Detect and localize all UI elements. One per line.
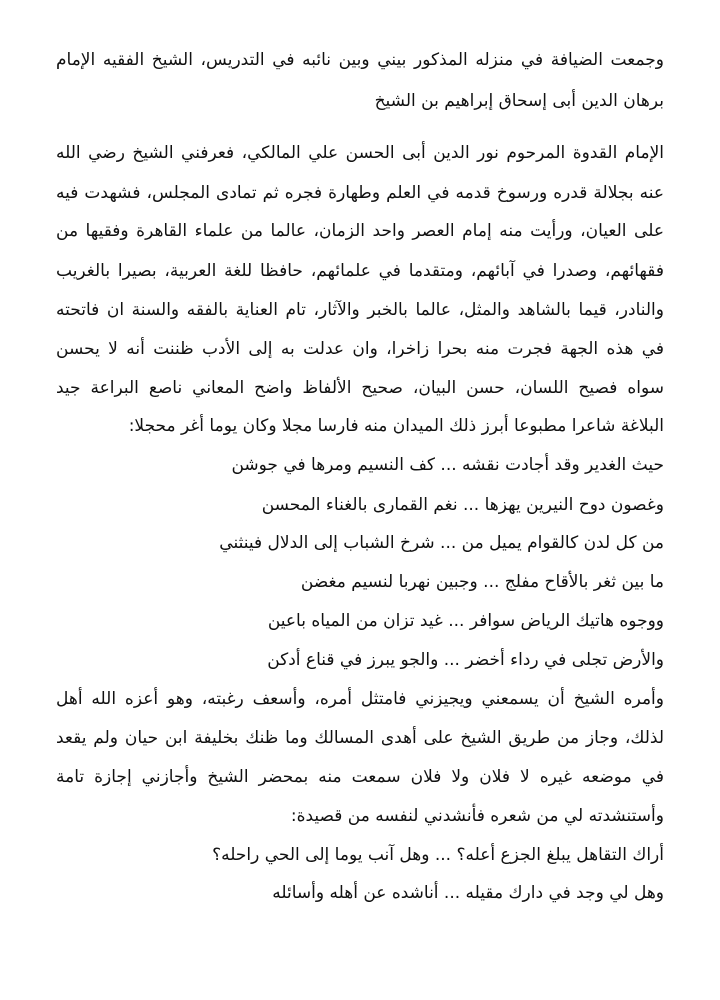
text-line: وأمره الشيخ أن يسمعني ويجيزني فامتثل أمره، وأسعف رغبته، وهو أعزه الله أهل — [56, 689, 664, 709]
poem-verse: وهل لي وجد في دارك مقيله ... أناشده عن أهله وأسائله — [272, 883, 664, 903]
text-line: على العيان، ورأيت منه إمام العصر واحد الزمان، عالما من علماء القاهرة وفقيها من — [56, 221, 664, 241]
poem-verse: ما بين ثغر بالأقاح مفلج ... وجبين نهربا لنسيم مغضن — [300, 572, 664, 592]
text-line: فقهائهم، وصدرا في آبائهم، ومتقدما في علمائهم، حافظا للغة العربية، بصيرا بالغريب — [56, 261, 664, 281]
poem-verse: وغصون دوح النيرين يهزها ... نغم القمارى بالغناء المحسن — [261, 495, 664, 515]
text-line: والنادر، قيما بالشاهد والمثل، عالما بالخبر والآثار، تام العناية بالفقه والسنة ان فاتحته — [56, 300, 664, 320]
text-line: البلاغة شاعرا مطبوعا أبرز ذلك الميدان منه فارسا مجلا وكان يوما أغر محجلا: — [128, 416, 664, 436]
poem-verse: أراك التقاهل يبلغ الجزع أعله؟ ... وهل آنب يوما إلى الحي راحله؟ — [212, 845, 664, 865]
text-line: وأستنشدته لي من شعره فأنشدني لنفسه من قصيدة: — [290, 806, 664, 826]
text-line: في هذه الجهة فجرت منه بحرا زاخرا، وان عدلت به إلى الأدب ظننت أنه لا يحسن — [56, 339, 664, 359]
poem-verse: والأرض تجلى في رداء أخضر ... والجو يبرز في قناع أدكن — [267, 650, 664, 670]
poem-verse: من كل لدن كالقوام يميل من ... شرخ الشباب إلى الدلال فينثني — [219, 533, 664, 553]
poem-verse: حيث الغدير وقد أجادت نقشه ... كف النسيم ومرها في جوشن — [231, 455, 664, 475]
text-line: عنه بجلالة قدره ورسوخ قدمه في العلم وطهارة فجره ثم تمادى المجلس، فشهدت فيه — [56, 183, 664, 203]
text-line: وجمعت الضيافة في منزله المذكور بيني وبين نائبه في التدريس، الشيخ الفقيه الإمام — [56, 50, 664, 70]
text-line: سواه فصيح اللسان، حسن البيان، صحيح الألفاظ واضح المعاني ناصع البراعة جيد — [56, 378, 664, 398]
text-line: برهان الدين أبى إسحاق إبراهيم بن الشيخ — [374, 91, 664, 111]
text-line: الإمام القدوة المرحوم نور الدين أبى الحسن علي المالكي، فعرفني الشيخ رضي الله — [56, 143, 664, 163]
poem-verse: ووجوه هاتيك الرياض سوافر ... غيد تزان من المياه باعين — [267, 611, 664, 631]
text-line: لذلك، وجاز من طريق الشيخ على أهدى المسالك وما ظنك بخليفة ابن حيان ولم يقعد — [56, 728, 664, 748]
text-line: في موضعه غيره لا فلان ولا فلان سمعت منه بمحضر الشيخ وأجازني إجازة تامة — [56, 767, 664, 787]
